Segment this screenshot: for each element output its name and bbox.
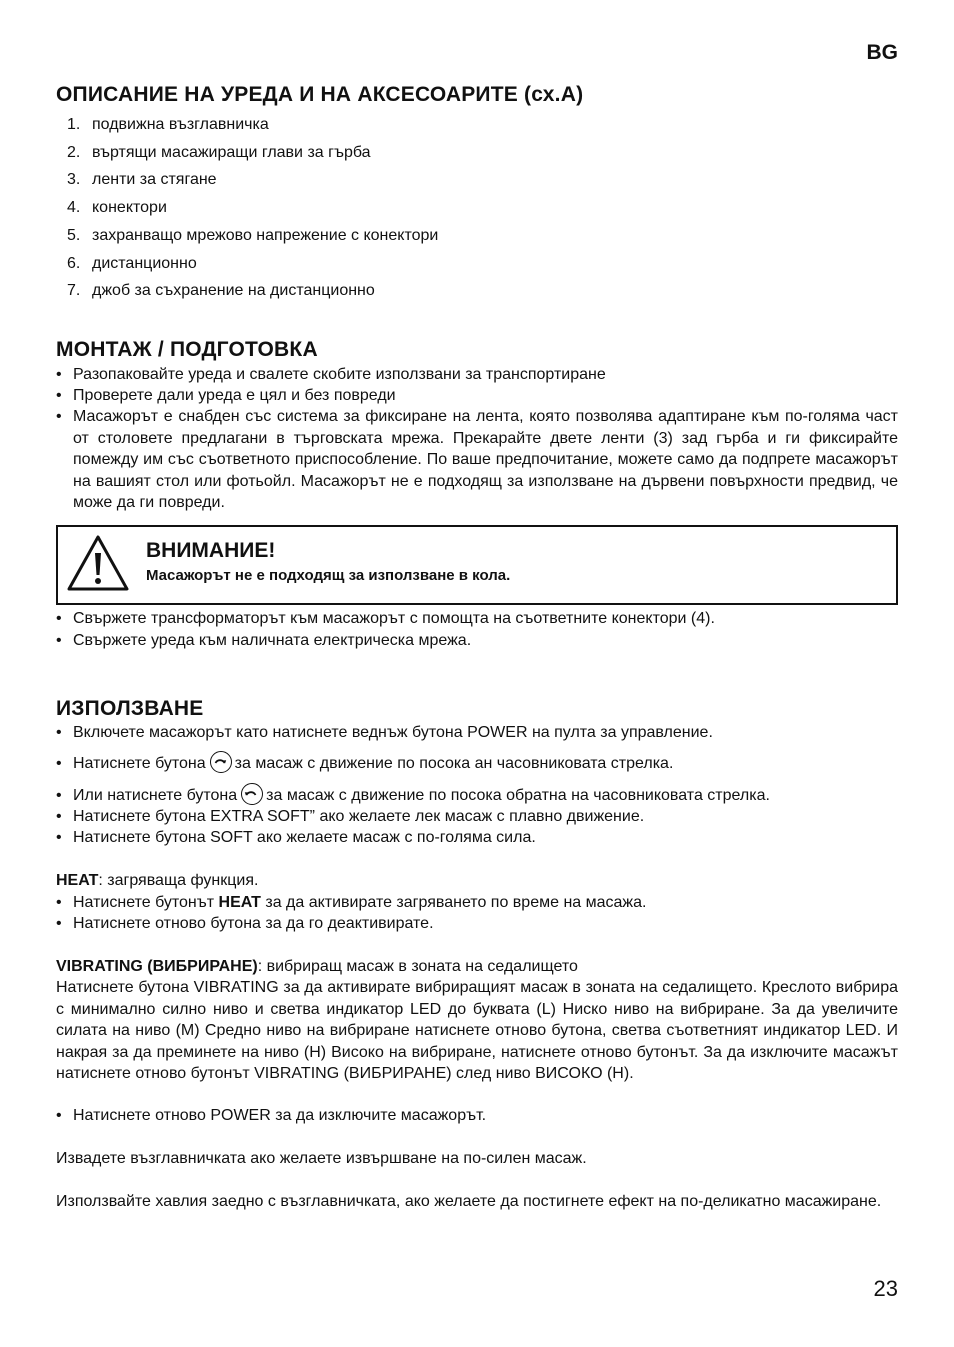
bullet-item: • Масажорът е снабден със система за фиксиране на лента, която позволява адаптиране към по-голяма част от столовете предлагани в търговската мрежа. Прекарайте двете ленти (3) зад гърба и ги фиксирайте помежду им със съответното приспособление. По ваше предпочитание, можете само да подпрете масажорът на вашият стол или фотьойл. Масажорът не е подходящ за използване на дървени повърхности предвид, че може да ги повреди. [56,408,898,511]
bullet-item: • Натиснете отново бутона за да го деактивирате. [56,915,434,932]
list-item: 2. въртящи масажиращи глави за гърба [67,144,371,161]
warning-triangle-icon [66,533,130,598]
list-item: 6. дистанционно [67,255,197,272]
section-title-assembly: МОНТАЖ / ПОДГОТОВКА [56,338,318,361]
clockwise-massage-icon [210,751,232,773]
list-item: 1. подвижна възглавничка [67,116,269,133]
bullet-item: • Натиснете отново POWER за да изключите масажорът. [56,1107,487,1124]
list-item: 3. ленти за стягане [67,171,217,188]
bullet-item: • Натиснете бутона EXTRA SOFT” ако желаете лек масаж с плавно движение. [56,808,645,825]
section-title-description: ОПИСАНИЕ НА УРЕДА И НА АКСЕСОАРИТЕ (сх.A) [56,83,584,106]
bullet-item: • Натиснете бутонът HEAT за да активирате загряването по време на масажа. [56,894,647,911]
bullet-item: • Свържете уреда към наличната електрическа мрежа. [56,632,472,649]
list-item: 7. джоб за съхранение на дистанционно [67,282,375,299]
bullet-item: • Проверете дали уреда е цял и без повреди [56,387,396,404]
warning-text: Масажорът не е подходящ за използване в кола. [146,567,511,584]
paragraph-remove-cushion: Извадете възглавничката ако желаете извършване на по-силен масаж. [56,1150,587,1167]
bullet-item: • Натиснете бутона SOFT ако желаете масаж с по-голяма сила. [56,829,536,846]
bullet-item: • Свържете трансформаторът към масажорът с помощта на съответните конектори (4). [56,610,715,627]
vibrating-heading: VIBRATING (ВИБРИРАНЕ): вибриращ масаж в зоната на седалището [56,958,578,975]
bullet-item: • Натиснете бутона за масаж с движение по посока ан часовниковата стрелка. [56,753,898,775]
section-title-usage: ИЗПОЛЗВАНЕ [56,697,204,720]
list-item: 4. конектори [67,199,167,216]
bullet-item: • Включете масажорът като натиснете веднъж бутона POWER на пулта за управление. [56,724,713,741]
counterclockwise-massage-icon [241,783,263,805]
vibrating-paragraph: Натиснете бутона VIBRATING за да активирате вибриращият масаж в зоната на седалището. Креслото вибрира с минимално силно ниво и светва индикатор LED до буквата (L) Ниско ниво на вибриране. За да увеличите силата на ниво (M) Средно ниво на вибриране натиснете отново бутона, светва съответният индикатор LED. И накрая за да преминете на ниво (H) Високо на вибриране, натиснете отново бутонът. За да изключите масажът натиснете отново бутонът VIBRATING (ВИБРИРАНЕ) след ниво ВИСОКО (H). [56,979,898,1082]
heat-heading: HEAT: загряваща функция. [56,872,259,889]
warning-title: ВНИМАНИЕ! [146,539,276,562]
language-tag: BG [866,41,898,64]
page-number: 23 [873,1276,898,1301]
warning-box [56,525,898,605]
paragraph-towel: Използвайте хавлия заедно с възглавничката, ако желаете да постигнете ефект на по-деликатно масажиране. [56,1193,882,1210]
bullet-item: • Или натиснете бутона за масаж с движение по посока обратна на часовниковата стрелка. [56,785,898,807]
list-item: 5. захранващо мрежово напрежение с конектори [67,227,439,244]
bullet-item: • Разопаковайте уреда и свалете скобите използвани за транспортиране [56,366,606,383]
